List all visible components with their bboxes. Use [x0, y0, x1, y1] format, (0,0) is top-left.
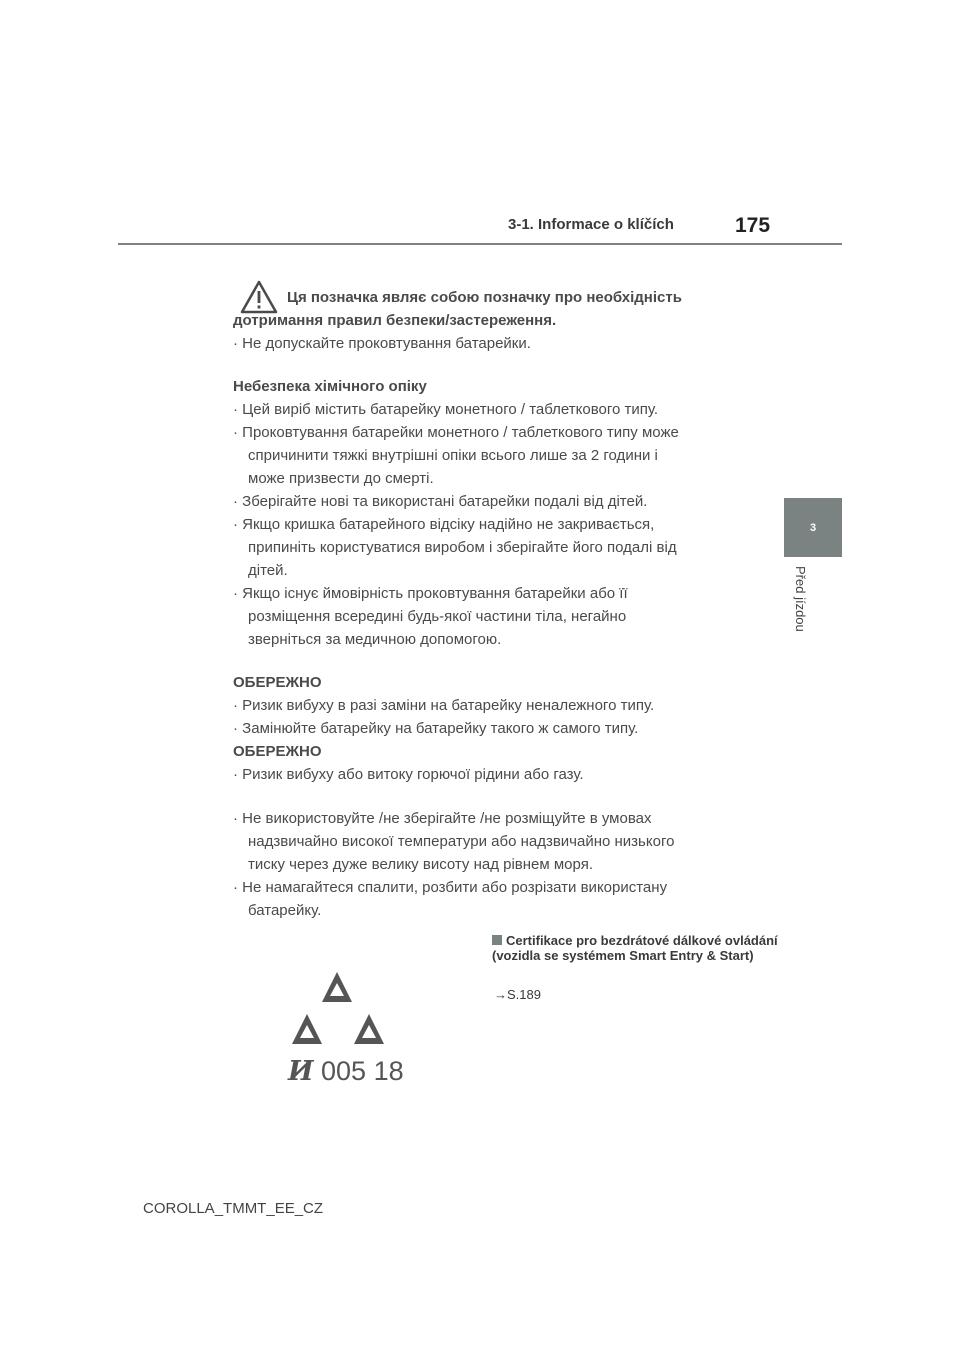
- list-item: · Замінюйте батарейку на батарейку такого ж самого типу.: [233, 720, 639, 737]
- list-item: · Ризик вибуху в разі заміни на батарейку неналежного типу.: [233, 697, 655, 714]
- warning-title-line2: дотримання правил безпеки/застереження.: [233, 312, 557, 329]
- list-item: дітей.: [248, 562, 288, 579]
- list-item: розміщення всередині будь-якої частини тіла, негайно: [248, 608, 627, 625]
- page-number: 175: [735, 214, 771, 237]
- conformity-mark-number: 005 18: [313, 1056, 404, 1086]
- caution-heading: ОБЕРЕЖНО: [233, 674, 322, 691]
- list-item: · Проковтування батарейки монетного / таблеткового типу може: [233, 424, 679, 441]
- list-item: може призвести до смерті.: [248, 470, 434, 487]
- chapter-tab[interactable]: [784, 498, 842, 557]
- warning-item: · Не допускайте проковтування батарейки.: [233, 335, 531, 352]
- conformity-mark-graphic: [284, 968, 394, 1063]
- chapter-label-text: Před jízdou: [793, 566, 808, 632]
- certification-heading: [492, 933, 792, 963]
- warning-title-line1: Ця позначка являє собою позначку про необхідність: [287, 289, 682, 306]
- chemical-burn-heading: Небезпека хімічного опіку: [233, 378, 427, 395]
- list-item: · Якщо кришка батарейного відсіку надійно не закривається,: [233, 516, 655, 533]
- chapter-label: [792, 566, 808, 656]
- caution-heading: ОБЕРЕЖНО: [233, 743, 322, 760]
- list-item: · Якщо існує ймовірність проковтування батарейки або її: [233, 585, 628, 602]
- list-item: · Зберігайте нові та використані батарейки подалі від дітей.: [233, 493, 648, 510]
- list-item: · Цей виріб містить батарейку монетного / таблеткового типу.: [233, 401, 659, 418]
- list-item: · Ризик вибуху або витоку горючої рідини або газу.: [233, 766, 584, 783]
- certification-heading-text: Certifikace pro bezdrátové dálkové ovládání (vozidla se systémem Smart Entry & Start): [492, 933, 778, 963]
- list-item: батарейку.: [248, 902, 322, 919]
- list-item: · Не намагайтеся спалити, розбити або розрізати використану: [233, 879, 668, 896]
- conformity-mark-letter: И: [288, 1056, 314, 1087]
- section-title: 3-1. Informace o klíčích: [508, 216, 674, 233]
- chapter-number: 3: [809, 521, 817, 534]
- list-item: · Не використовуйте /не зберігайте /не розміщуйте в умовах: [233, 810, 652, 827]
- list-item: зверніться за медичною допомогою.: [248, 631, 502, 648]
- certification-page-reference[interactable]: →S.189: [494, 987, 541, 1002]
- list-item: спричинити тяжкі внутрішні опіки всього лише за 2 години і: [248, 447, 658, 464]
- conformity-mark-code: [288, 1056, 404, 1087]
- list-item: надзвичайно високої температури або надзвичайно низького: [248, 833, 675, 850]
- header-divider: [118, 243, 842, 245]
- list-item: припиніть користуватися виробом і зберігайте його подалі від: [248, 539, 677, 556]
- list-item: тиску через дуже велику висоту над рівнем моря.: [248, 856, 593, 873]
- footer-document-code: COROLLA_TMMT_EE_CZ: [143, 1200, 324, 1217]
- section-marker-icon: [492, 935, 502, 945]
